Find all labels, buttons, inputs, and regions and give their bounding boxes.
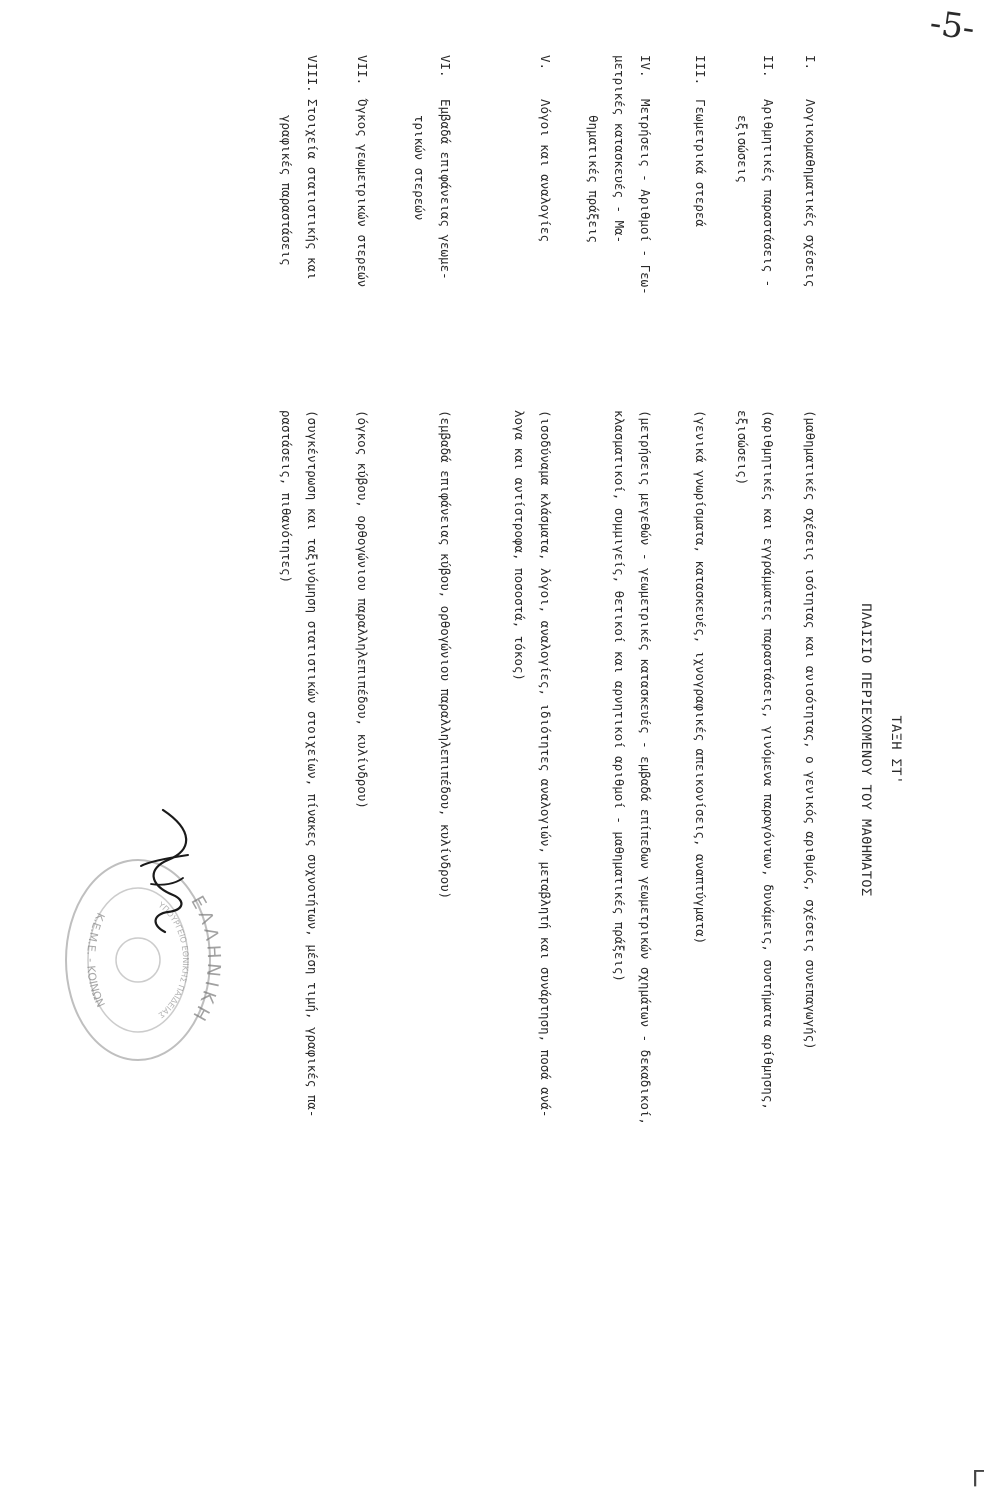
stamp-text-top: ΕΛΛΗΝΙΚΗ [186, 892, 225, 1028]
topic-line: Αριθμητικές παραστάσεις - [761, 99, 776, 288]
section-number: VII. [355, 55, 370, 86]
section-content [273, 410, 325, 1450]
section-number: VIII. [305, 55, 320, 93]
section-topic [273, 55, 325, 400]
content-line: λογα και αντίστροφα, ποσοστά, τόκος) [512, 410, 527, 681]
stamp-text-inner: ΥΠΟΥΡΓΕΙΟ ΕΘΝΙΚΗΣ ΠΑΙΔΕΙΑΣ [156, 900, 191, 1020]
topic-line: Λόγοι και αναλογίες [538, 99, 553, 242]
topic-line: θηματικές πράξεις [586, 115, 601, 243]
section-content [506, 410, 558, 1450]
topic-line: Στοιχεία στατιστικής και [305, 99, 320, 280]
section-topic [797, 55, 823, 400]
topic-line: εξισώσεις [735, 115, 750, 183]
section-number: I. [803, 55, 818, 71]
section-number: III. [693, 55, 708, 86]
signature [133, 800, 203, 940]
section-content [349, 410, 375, 1450]
section-topic [349, 55, 375, 400]
topic-line: γραφικές παραστάσεις [279, 115, 294, 266]
page-number: -5- [927, 3, 978, 49]
section-content [432, 410, 458, 1450]
topic-line: Όγκος γεωμετρικών στερεών [355, 99, 370, 288]
content-line: ραστάσεις, πιθανότητες) [279, 410, 294, 584]
section-topic [532, 55, 558, 400]
header [851, 0, 911, 1500]
topic-line: μετρικές κατασκευές - Μα- [612, 55, 627, 244]
section-number: VI. [438, 55, 453, 78]
content-line: (μετρήσεις μεγεθών - γεωμετρικές κατασκευές - εμβαδά επίπεδων γεωμετρικών σχημάτων - δεκαδικοί, [638, 410, 653, 1125]
page-title: ΠΛΑΙΣΙΟ ΠΕΡΙΕΧΟΜΕΝΟΥ ΤΟΥ ΜΑΘΗΜΑΤΟΣ [858, 603, 874, 897]
content-line: (αριθμητικές και εγγράμματες παραστάσεις, γινόμενα παραγόντων, δυνάμεις, συστήματα αρίθμησης, [761, 410, 776, 1110]
topic-line: Λογικομαθηματικές σχέσεις [803, 99, 818, 288]
section-topic [687, 55, 713, 400]
section-topic [406, 55, 458, 400]
topic-line: Εμβαδά επιφάνειας γεωμε- [438, 99, 453, 280]
section-number: V. [538, 55, 553, 71]
section-topic [729, 55, 781, 400]
corner-mark: Γ [971, 1467, 985, 1492]
stamp-text-bottom: Κ.Ε.Μ.Ε. - ΚΟΙΝΩΝ [84, 910, 108, 1010]
topic-line: Γεωμετρικά στερεά [693, 99, 708, 227]
svg-text:Κ.Ε.Μ.Ε. - ΚΟΙΝΩΝ [84, 911, 107, 1010]
topic-line: τρικών στερεών [412, 115, 427, 221]
content-line: (όγκος κύβου, ορθογώνιου παραλληλεπιπέδου, κυλίνδρου) [355, 410, 370, 809]
section-topic [580, 55, 658, 400]
content-line: (ισοδύναμα κλάσματα, λόγοι, αναλογίες, ιδιότητες αναλογιών, μεταβλητή και συνάρτηση, ποσά ανά- [538, 410, 553, 1118]
content-line: κλασματικοί, συμμιγείς, θετικοί και αρνητικοί αριθμοί - μαθηματικές πράξεις) [612, 410, 627, 982]
content-line: (γενικά γνωρίσματα, κατασκευές, ιχνογραφικές απεικονίσεις, αναπτύγματα) [693, 410, 708, 945]
section-content [797, 410, 823, 1450]
section-number: IV. [638, 55, 653, 78]
content-line: (συγκέντρωση και ταξινόμηση στατιστικών στοιχείων, πίνακες συχνοτήτων, μέση τιμή, γραφικές πα- [305, 410, 320, 1118]
section-content [606, 410, 658, 1450]
class-label: ΤΑΞΗ ΣΤ' [888, 715, 904, 785]
section-content [729, 410, 781, 1450]
content-line: (μαθηματικές σχέσεις ισότητας και ανισότητας, ο γενικός αριθμός, σχέσεις συνεπαγωγής) [803, 410, 818, 1050]
content-line: (εμβαδά επιφάνειας κύβου, ορθογώνιου παραλληλεπιπέδου, κυλίνδρου) [438, 410, 453, 900]
section-content [687, 410, 713, 1450]
section-number: II. [761, 55, 776, 78]
content-line: εξισώσεις) [735, 410, 750, 486]
topic-line: Μετρήσεις - Αριθμοί - Γεω- [638, 99, 653, 295]
